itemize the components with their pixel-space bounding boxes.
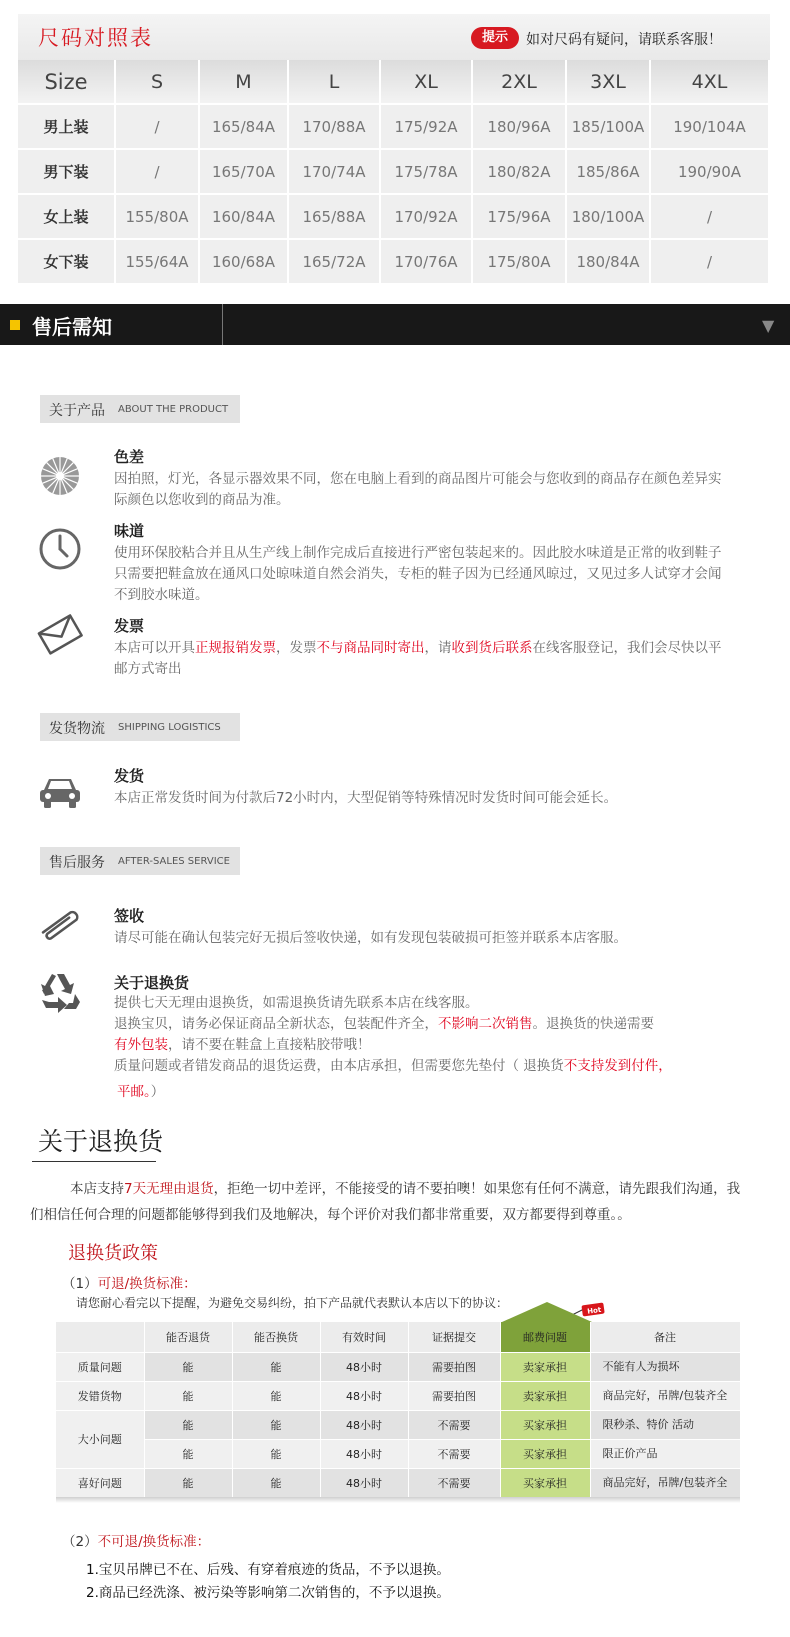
size-cell: 170/92A <box>381 195 473 240</box>
policy-cell: 能 <box>232 1352 320 1381</box>
size-cell: 155/80A <box>116 195 200 240</box>
policy-cell: 能 <box>232 1439 320 1468</box>
policy-cell: 能 <box>144 1468 232 1497</box>
policy-note-cell: 限正价产品 <box>590 1439 740 1468</box>
returns-line-3 <box>114 1035 724 1056</box>
size-cell: 180/100A <box>567 195 651 240</box>
policy-cell: 48小时 <box>320 1352 408 1381</box>
invoice-highlight-3: 收到货后联系 <box>451 640 533 656</box>
size-cell: / <box>651 240 770 285</box>
policy-note: 请您耐心看完以下提醒，为避免交易纠纷，拍下产品就代表默认本店以下的协议： <box>76 1296 509 1310</box>
triangle-down-icon: ▼ <box>762 316 775 335</box>
standard-number: （1） <box>62 1276 98 1292</box>
policy-cell: 能 <box>144 1410 232 1439</box>
section-tab-cn: 售后服务 <box>49 855 105 871</box>
policy-header-cell: 能否退货 <box>144 1322 232 1352</box>
invoice-text-4: 在线客服登记，我们会尽快以平邮方式寄出 <box>114 640 722 677</box>
invoice-text-3: ，请 <box>424 640 452 656</box>
policy-category: 大小问题 <box>56 1410 144 1468</box>
section-tab-service <box>40 847 240 875</box>
section-tab-cn: 发货物流 <box>49 721 105 737</box>
about-text: 本店支持 <box>70 1181 124 1197</box>
invoice-highlight-2: 不与商品同时寄出 <box>316 640 425 656</box>
size-row <box>18 150 770 195</box>
item-text-ship: 本店正常发货时间为付款后72小时内，大型促销等特殊情况时发货时间可能会延长。 <box>114 790 618 806</box>
item-title-invoice: 发票 <box>114 617 145 635</box>
size-cell: 170/76A <box>381 240 473 285</box>
size-cell: 175/92A <box>381 105 473 150</box>
policy-header-cell: 能否换货 <box>232 1322 320 1352</box>
policy-title: 退换货政策 <box>68 1243 158 1264</box>
bar-divider <box>222 304 223 345</box>
policy-note-cell: 不能有人为损坏 <box>590 1352 740 1381</box>
size-header-cell: Size <box>18 60 116 105</box>
policy-cell: 能 <box>232 1381 320 1410</box>
size-cell: 165/72A <box>289 240 381 285</box>
standard-number: （2） <box>62 1534 98 1550</box>
policy-cell: 买家承担 <box>500 1439 590 1468</box>
size-cell: 170/74A <box>289 150 381 195</box>
size-cell: 165/88A <box>289 195 381 240</box>
paperclip-icon <box>36 900 84 948</box>
item-title-returns: 关于退换货 <box>114 974 190 992</box>
tip-text: 如对尺码有疑问，请联系客服！ <box>526 32 722 48</box>
title-underline <box>32 1161 156 1162</box>
size-row-label: 男下装 <box>18 150 116 195</box>
returns-highlight: 有外包装 <box>114 1037 168 1053</box>
section-tab-en: AFTER-SALES SERVICE <box>118 856 230 867</box>
policy-cell: 需要拍图 <box>408 1352 500 1381</box>
policy-cell: 48小时 <box>320 1468 408 1497</box>
section-tab-product <box>40 395 240 423</box>
item-title-ship: 发货 <box>114 767 145 785</box>
size-table <box>18 60 770 285</box>
returns-highlight: 平邮。 <box>117 1084 151 1100</box>
size-cell: 180/96A <box>473 105 567 150</box>
size-cell: 160/68A <box>200 240 289 285</box>
policy-category: 喜好问题 <box>56 1468 144 1497</box>
returns-text: 。退换货的快递需要 <box>532 1016 654 1032</box>
size-cell: 175/96A <box>473 195 567 240</box>
policy-note-cell: 限秒杀、特价 活动 <box>590 1410 740 1439</box>
item-title-color: 色差 <box>114 448 145 466</box>
size-cell: / <box>651 195 770 240</box>
policy-table <box>56 1322 741 1498</box>
policy-row <box>56 1468 740 1497</box>
size-cell: 185/100A <box>567 105 651 150</box>
policy-cell: 买家承担 <box>500 1468 590 1497</box>
standard-1-label <box>62 1272 197 1292</box>
car-icon <box>36 768 84 816</box>
bar-square-icon <box>10 320 20 330</box>
table-shadow <box>56 1497 740 1503</box>
policy-category: 质量问题 <box>56 1352 144 1381</box>
size-row-label: 男上装 <box>18 105 116 150</box>
size-header-cell: XL <box>381 60 473 105</box>
size-cell: / <box>116 150 200 195</box>
about-return-title: 关于退换货 <box>38 1127 164 1156</box>
policy-cell: 能 <box>144 1439 232 1468</box>
returns-text: ，请不要在鞋盒上直接粘胶带哦！ <box>168 1037 371 1053</box>
item-text-invoice <box>114 638 724 680</box>
size-cell: 165/84A <box>200 105 289 150</box>
standard-text: 可退/换货标准： <box>97 1276 197 1292</box>
policy-cell: 不需要 <box>408 1439 500 1468</box>
policy-row <box>56 1352 740 1381</box>
size-header-cell: 3XL <box>567 60 651 105</box>
policy-cell: 48小时 <box>320 1381 408 1410</box>
size-cell: 175/80A <box>473 240 567 285</box>
size-header-cell: 4XL <box>651 60 770 105</box>
size-header-cell: M <box>200 60 289 105</box>
policy-cell: 卖家承担 <box>500 1381 590 1410</box>
policy-category: 发错货物 <box>56 1381 144 1410</box>
item-text-color: 因拍照，灯光，各显示器效果不同，您在电脑上看到的商品图片可能会与您收到的商品存在颜色差异实际颜色以您收到的商品为准。 <box>114 471 722 508</box>
size-cell: 190/104A <box>651 105 770 150</box>
invoice-highlight-1: 正规报销发票 <box>195 640 276 656</box>
returns-line-4 <box>114 1056 754 1077</box>
size-row <box>18 105 770 150</box>
standard-text: 不可退/换货标准： <box>97 1534 211 1550</box>
policy-cell: 不需要 <box>408 1410 500 1439</box>
section-tab-logistics <box>40 713 240 741</box>
policy-header-cell: 备注 <box>590 1322 740 1352</box>
size-cell: 160/84A <box>200 195 289 240</box>
section-tab-en: ABOUT THE PRODUCT <box>118 404 229 415</box>
policy-row <box>56 1439 740 1468</box>
policy-cell: 能 <box>144 1352 232 1381</box>
item-title-smell: 味道 <box>114 522 145 540</box>
hot-label: Hot <box>586 1305 602 1316</box>
policy-note-cell: 商品完好，吊牌/包装齐全 <box>590 1381 740 1410</box>
size-cell: 190/90A <box>651 150 770 195</box>
hot-column-peak <box>502 1302 592 1322</box>
policy-header-cell: 证据提交 <box>408 1322 500 1352</box>
returns-line-5 <box>117 1082 727 1103</box>
size-cell: 170/88A <box>289 105 381 150</box>
size-cell: 180/82A <box>473 150 567 195</box>
size-cell: 180/84A <box>567 240 651 285</box>
policy-cell: 卖家承担 <box>500 1352 590 1381</box>
policy-row <box>56 1410 740 1439</box>
size-header-cell: L <box>289 60 381 105</box>
returns-highlight: 不影响二次销售 <box>438 1016 533 1032</box>
about-return-paragraph <box>30 1176 750 1228</box>
section-tab-cn: 关于产品 <box>49 403 105 419</box>
size-row-label: 女下装 <box>18 240 116 285</box>
size-header-cell: 2XL <box>473 60 567 105</box>
returns-line-1: 提供七天无理由退换货，如需退换货请先联系本店在线客服。 <box>114 995 479 1011</box>
size-row <box>18 240 770 285</box>
size-cell: 165/70A <box>200 150 289 195</box>
returns-line-2 <box>114 1014 724 1035</box>
size-cell: 185/86A <box>567 150 651 195</box>
standard-2-label <box>62 1530 210 1550</box>
aftersales-bar <box>0 304 790 345</box>
section-tab-en: SHIPPING LOGISTICS <box>118 722 221 733</box>
policy-header-blank <box>56 1322 144 1352</box>
returns-text: 退换宝贝，请务必保证商品全新状态，包装配件齐全， <box>114 1016 438 1032</box>
rule-item: 1.宝贝吊牌已不在、后残、有穿着痕迹的货品，不予以退换。 <box>86 1562 450 1578</box>
size-row-label: 女上装 <box>18 195 116 240</box>
returns-highlight: 不支持发到付件， <box>563 1058 672 1074</box>
clock-icon <box>36 525 84 573</box>
policy-cell: 能 <box>232 1410 320 1439</box>
invoice-text-2: ，发票 <box>276 640 317 656</box>
recycle-icon <box>36 968 84 1016</box>
policy-cell: 能 <box>144 1381 232 1410</box>
size-chart-title: 尺码对照表 <box>38 26 153 50</box>
aftersales-title: 售后需知 <box>32 315 112 339</box>
returns-text: 质量问题或者错发商品的退货运费，由本店承担，但需要您先垫付（ 退换货 <box>114 1058 564 1074</box>
tip-badge: 提示 <box>471 27 519 49</box>
policy-cell: 48小时 <box>320 1439 408 1468</box>
about-text: ，拒绝一切中差评，不能接受的请不要拍噢！如果您有任何不满意，请先跟我们沟通，我们相信任何合理的问题都能够得到我们及地解决，每个评价对我们都非常重要，双方都要得到尊重。。 <box>30 1181 741 1223</box>
returns-text: ） <box>150 1084 165 1100</box>
size-header-cell: S <box>116 60 200 105</box>
policy-cell: 买家承担 <box>500 1410 590 1439</box>
policy-row <box>56 1381 740 1410</box>
item-title-sign: 签收 <box>114 907 145 925</box>
color-wheel-icon <box>36 452 84 500</box>
size-cell: 155/64A <box>116 240 200 285</box>
invoice-text-1: 本店可以开具 <box>114 640 195 656</box>
policy-header-cell: 有效时间 <box>320 1322 408 1352</box>
policy-header-row <box>56 1322 740 1352</box>
size-row <box>18 195 770 240</box>
policy-note-cell: 商品完好，吊牌/包装齐全 <box>590 1468 740 1497</box>
rule-item: 2.商品已经洗涤、被污染等影响第二次销售的，不予以退换。 <box>86 1585 450 1601</box>
item-text-smell: 使用环保胶粘合并且从生产线上制作完成后直接进行严密包装起来的。因此胶水味道是正常的收到鞋子只需要把鞋盒放在通风口处晾味道自然会消失，专柜的鞋子因为已经通风晾过，又见过多人试穿才会闻不到胶水味道。 <box>114 545 722 603</box>
policy-cell: 不需要 <box>408 1468 500 1497</box>
policy-cell: 能 <box>232 1468 320 1497</box>
size-cell: / <box>116 105 200 150</box>
policy-cell: 需要拍图 <box>408 1381 500 1410</box>
policy-cell: 48小时 <box>320 1410 408 1439</box>
size-cell: 175/78A <box>381 150 473 195</box>
size-header-row <box>18 60 770 105</box>
item-text-sign: 请尽可能在确认包装完好无损后签收快递，如有发现包装破损可拒签并联系本店客服。 <box>114 930 627 946</box>
about-highlight: 7天无理由退货 <box>124 1181 214 1197</box>
envelope-icon <box>36 610 84 658</box>
policy-header-cell: 邮费问题 <box>500 1322 590 1352</box>
